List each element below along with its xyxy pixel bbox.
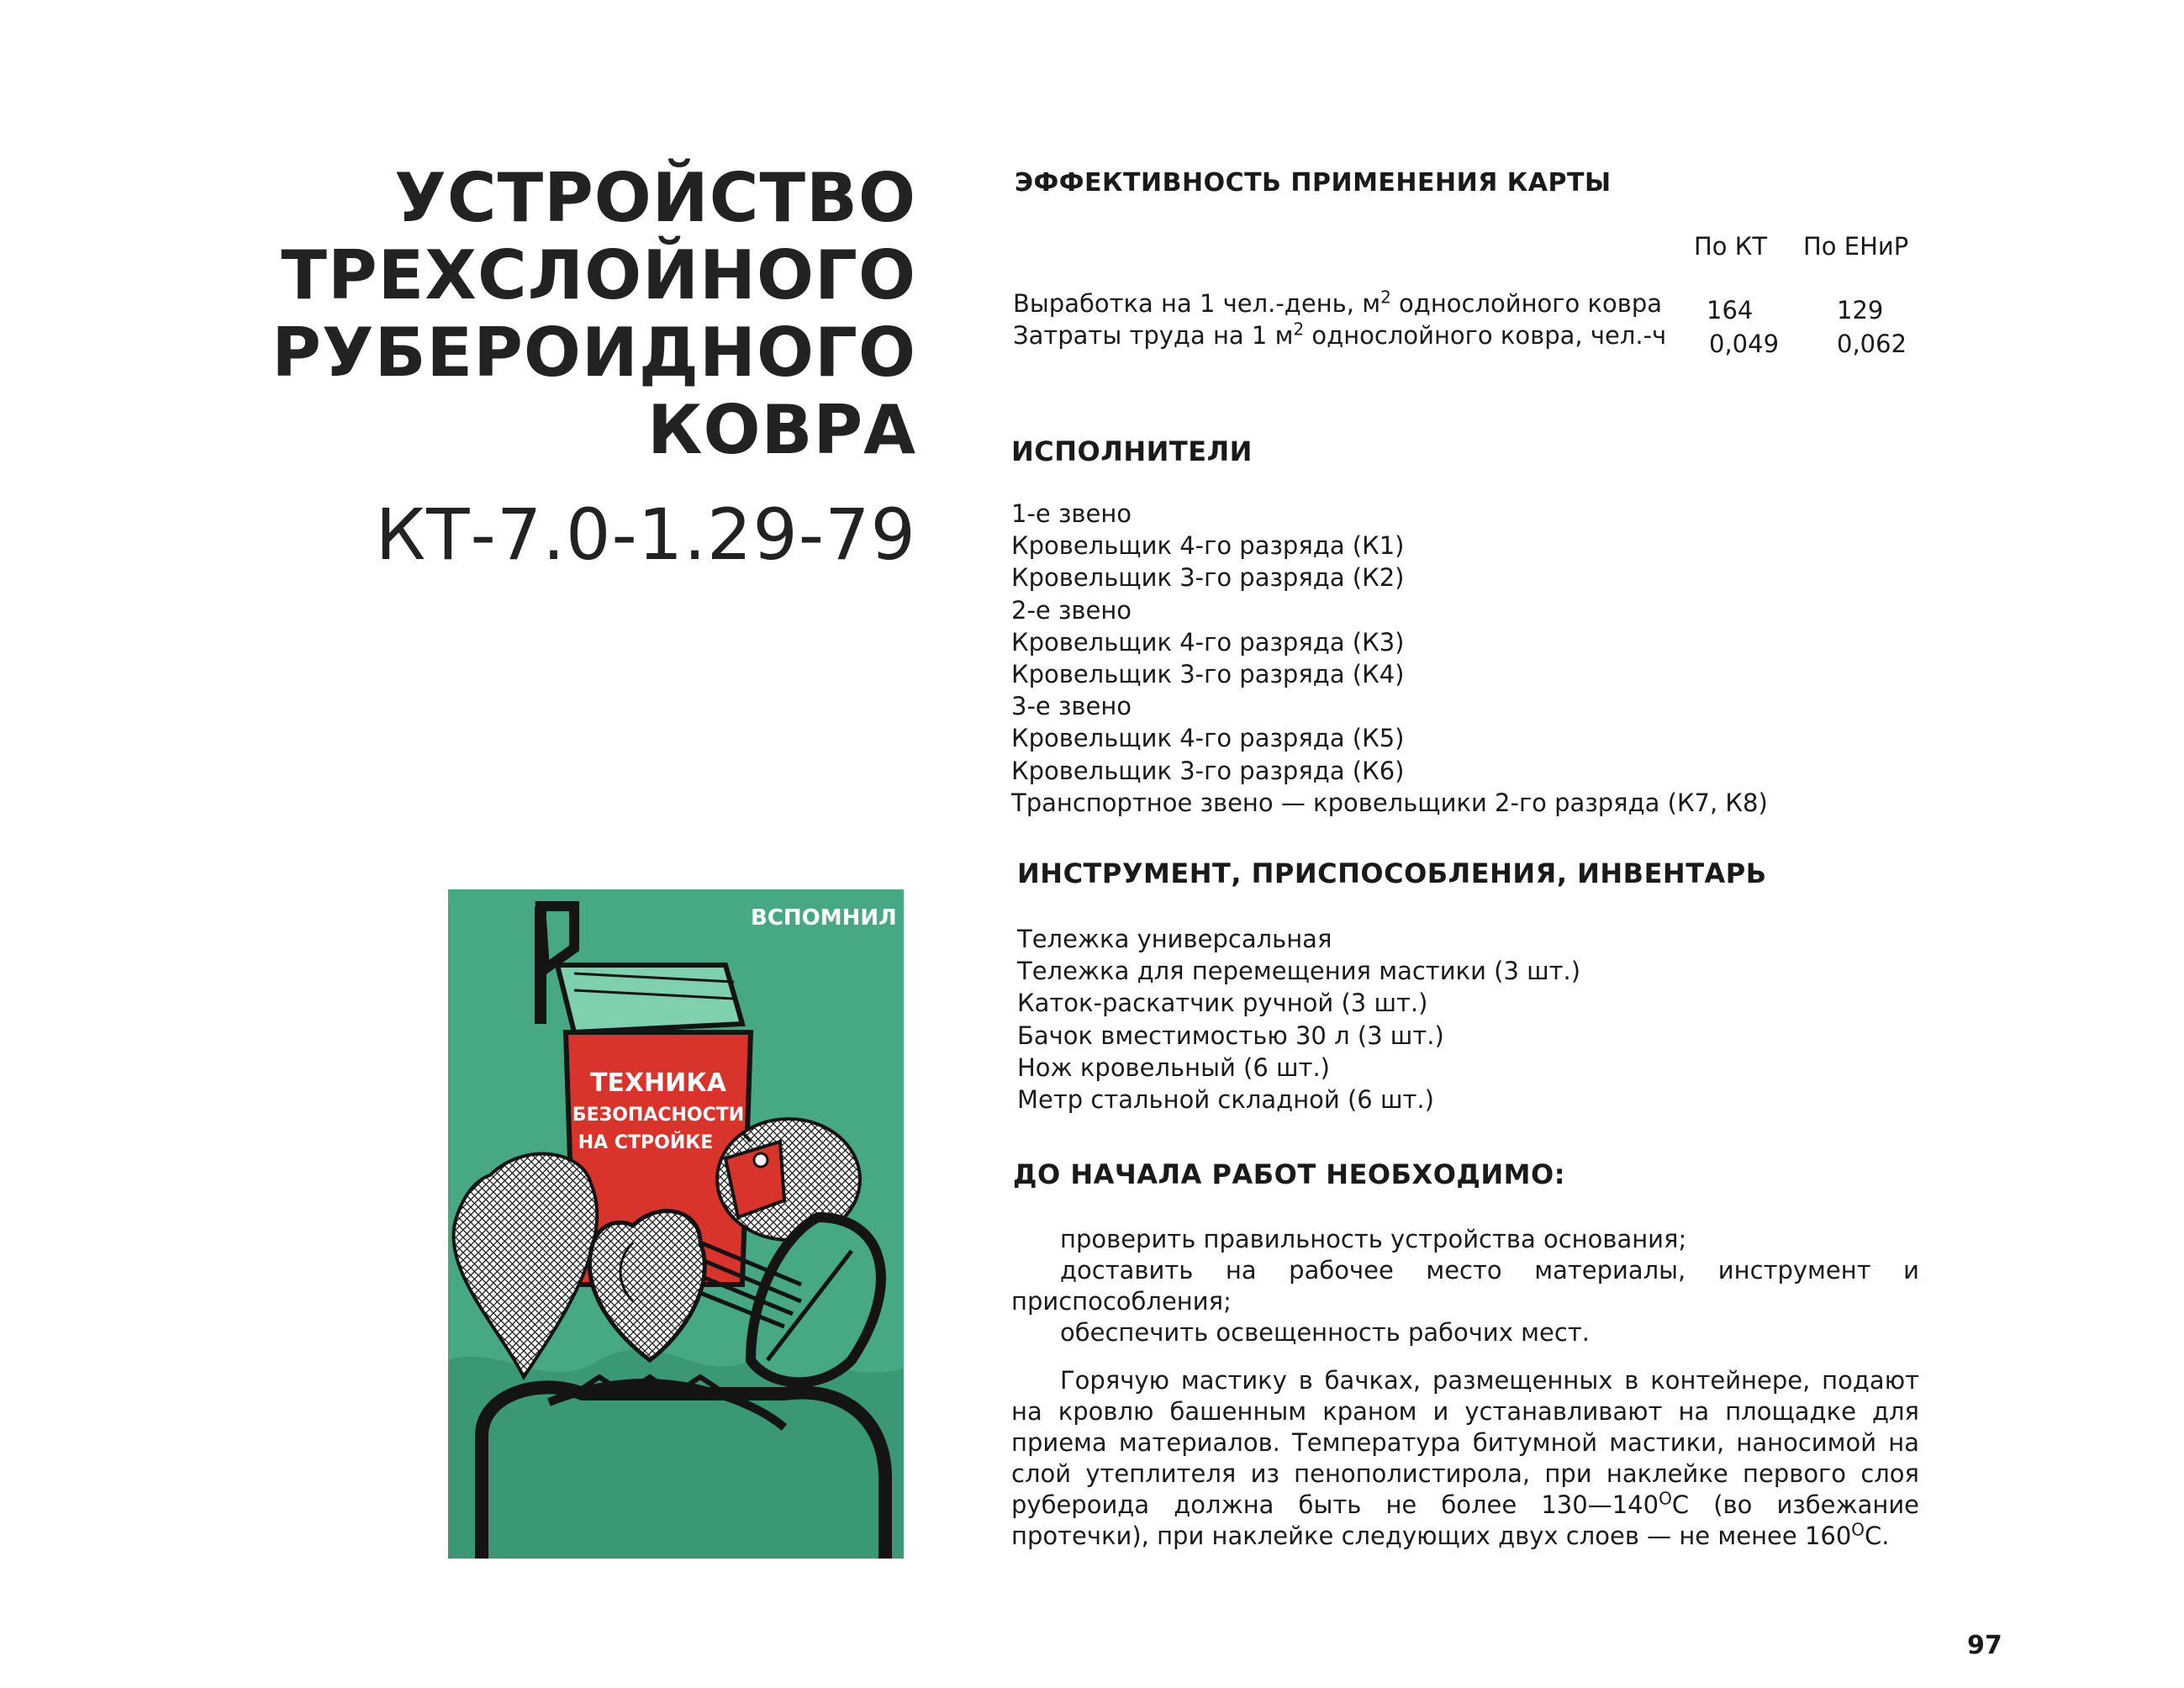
before-work-list bbox=[1011, 1224, 1919, 1552]
list-item: Нож кровельный (6 шт.) bbox=[1017, 1052, 1330, 1082]
title-line-2: ТРЕХСЛОЙНОГО bbox=[281, 236, 916, 314]
superscript: 2 bbox=[1293, 319, 1305, 340]
efficiency-value-kt: 0,049 bbox=[1709, 330, 1780, 358]
efficiency-heading: ЭФФЕКТИВНОСТЬ ПРИМЕНЕНИЯ КАРТЫ bbox=[1015, 168, 1612, 198]
paragraph-text: Горячую мастику в бачках, размещенных в контейнере, подают на кровлю башенным краном и устанавливают на площадке для приема материалов. Температура битумной мастики, наносимой на слой утеплителя из пенополистирола, при наклейке первого слоя рубероида должна быть не более 130—140 bbox=[1011, 1366, 1919, 1519]
safety-poster-illustration bbox=[448, 889, 904, 1559]
row-label-end: однослойного ковра bbox=[1390, 289, 1663, 318]
efficiency-row-label bbox=[1013, 287, 1662, 319]
list-item: проверить правильность устройства основания; bbox=[1060, 1225, 1687, 1253]
body-paragraph bbox=[1011, 1365, 1919, 1552]
title-line-1: УСТРОЙСТВО bbox=[394, 159, 916, 237]
list-item: Кровельщик 4-го разряда (К1) bbox=[1011, 531, 1405, 561]
list-item: Транспортное звено — кровельщики 2-го разряда (К7, К8) bbox=[1011, 788, 1768, 817]
list-item: 3-е звено bbox=[1011, 692, 1132, 721]
list-item: Тележка для перемещения мастики (3 шт.) bbox=[1017, 957, 1581, 986]
performers-list bbox=[1011, 498, 1768, 819]
efficiency-row-label bbox=[1013, 319, 1666, 351]
poster-book-title-2: БЕЗОПАСНОСТИ bbox=[572, 1105, 745, 1126]
tools-heading: ИНСТРУМЕНТ, ПРИСПОСОБЛЕНИЯ, ИНВЕНТАРЬ bbox=[1017, 857, 1767, 889]
row-label-end: однослойного ковра, чел.-ч bbox=[1304, 321, 1667, 350]
document-code: КТ-7.0-1.29-79 bbox=[375, 493, 916, 576]
row-label-start: Выработка на 1 чел.-день, м bbox=[1013, 289, 1381, 318]
page-title bbox=[135, 160, 916, 577]
list-item: обеспечить освещенность рабочих мест. bbox=[1060, 1318, 1590, 1347]
list-item: Бачок вместимостью 30 л (3 шт.) bbox=[1017, 1021, 1444, 1050]
list-item: 2-е звено bbox=[1011, 595, 1132, 625]
title-line-3: РУБЕРОИДНОГО КОВРА bbox=[272, 314, 916, 469]
paragraph-text: С. bbox=[1865, 1522, 1890, 1550]
page-number: 97 bbox=[1967, 1631, 2002, 1660]
efficiency-value-enir: 129 bbox=[1837, 296, 1884, 324]
before-work-heading: ДО НАЧАЛА РАБОТ НЕОБХОДИМО: bbox=[1013, 1158, 1566, 1190]
col-header-kt: По КТ bbox=[1694, 232, 1768, 261]
list-item: Кровельщик 3-го разряда (К4) bbox=[1011, 660, 1405, 689]
poster-caption: ВСПОМНИЛ bbox=[751, 905, 897, 931]
performers-heading: ИСПОЛНИТЕЛИ bbox=[1011, 435, 1253, 467]
superscript: 2 bbox=[1380, 287, 1391, 308]
paragraph-text: С (во избежание протечки), при наклейке следующих двух слоев — не менее 160 bbox=[1011, 1490, 1920, 1550]
row-label-start: Затраты труда на 1 м bbox=[1013, 321, 1294, 350]
list-item: Метр стальной складной (6 шт.) bbox=[1017, 1085, 1434, 1115]
degree-sign: О bbox=[1659, 1488, 1672, 1509]
list-item: доставить на рабочее место материалы, инструмент и приспособления; bbox=[1011, 1256, 1919, 1316]
poster-artwork bbox=[448, 889, 904, 1559]
tools-list bbox=[1017, 923, 1580, 1116]
col-header-enir: По ЕНиР bbox=[1803, 232, 1909, 261]
poster-book-title-3: НА СТРОЙКЕ bbox=[578, 1132, 714, 1153]
poster-book-title-1: ТЕХНИКА bbox=[589, 1068, 727, 1098]
degree-sign: О bbox=[1851, 1519, 1865, 1540]
list-item: Кровельщик 4-го разряда (К5) bbox=[1011, 724, 1405, 753]
list-item: Тележка универсальная bbox=[1017, 925, 1332, 953]
list-item: Кровельщик 3-го разряда (К6) bbox=[1011, 756, 1405, 785]
efficiency-value-kt: 164 bbox=[1707, 296, 1754, 324]
list-item: Каток-раскатчик ручной (3 шт.) bbox=[1017, 989, 1428, 1018]
list-item: Кровельщик 3-го разряда (К2) bbox=[1011, 563, 1405, 593]
list-item: Кровельщик 4-го разряда (К3) bbox=[1011, 627, 1405, 657]
efficiency-value-enir: 0,062 bbox=[1837, 330, 1907, 358]
list-item: 1-е звено bbox=[1011, 499, 1132, 528]
